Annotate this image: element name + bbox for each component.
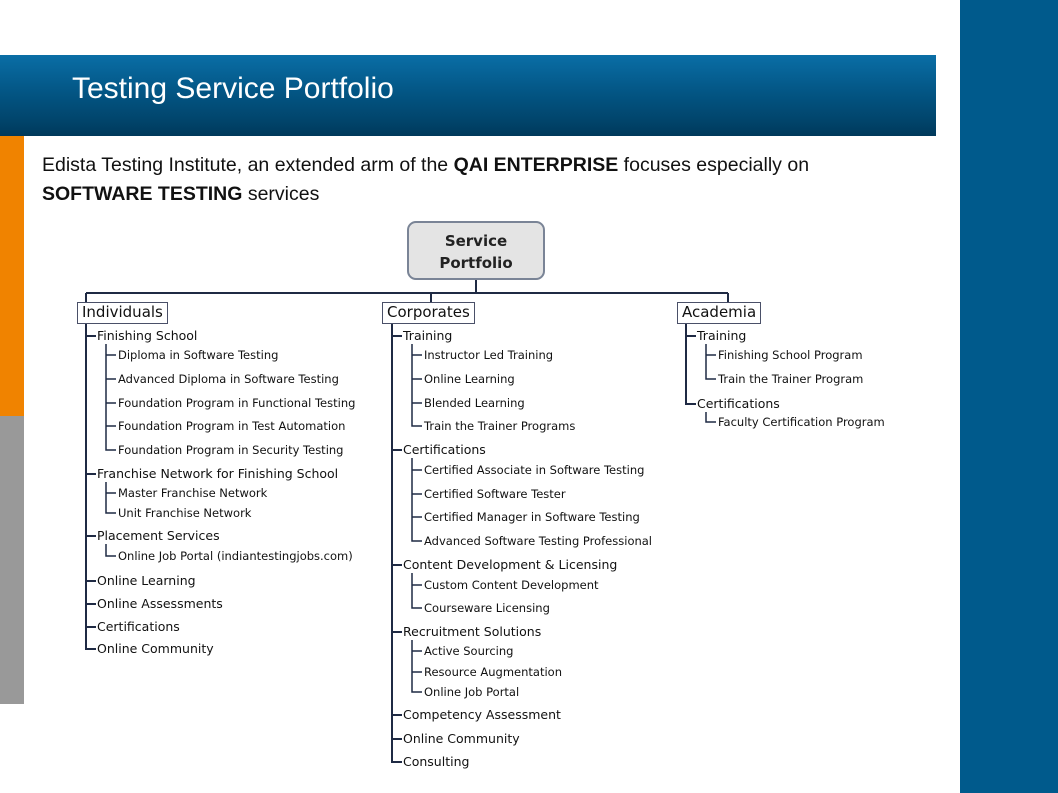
corporate-training-item: Train the Trainer Programs xyxy=(424,419,576,433)
individuals-certifications: Certifications xyxy=(97,619,180,634)
franchise-item: Master Franchise Network xyxy=(118,486,268,500)
content-item: Courseware Licensing xyxy=(424,601,550,615)
academia-training-item: Train the Trainer Program xyxy=(718,372,864,386)
individuals-online-assessments: Online Assessments xyxy=(97,596,223,611)
recruitment-item: Resource Augmentation xyxy=(424,665,562,679)
root-label-line1: Service xyxy=(444,232,508,250)
corporates-node: Corporates xyxy=(382,302,475,324)
service-portfolio-root-node xyxy=(407,221,545,280)
software-testing-emphasis: SOFTWARE TESTING xyxy=(42,183,243,205)
corporate-training-item: Online Learning xyxy=(424,372,515,386)
academia-training-item: Finishing School Program xyxy=(718,348,863,362)
individuals-franchise-network: Franchise Network for Finishing School xyxy=(97,466,339,481)
individuals-node: Individuals xyxy=(77,302,168,324)
individuals-online-community: Online Community xyxy=(97,641,214,656)
individuals-finishing-school: Finishing School xyxy=(97,328,198,343)
recruitment-item: Online Job Portal xyxy=(424,685,520,699)
corporates-training: Training xyxy=(403,328,453,343)
franchise-item: Unit Franchise Network xyxy=(118,506,252,520)
corporate-certification-item: Certified Manager in Software Testing xyxy=(424,510,640,524)
individuals-placement-services: Placement Services xyxy=(97,528,220,543)
corporate-certification-item: Advanced Software Testing Professional xyxy=(424,534,653,548)
academia-node: Academia xyxy=(677,302,761,324)
corporate-training-item: Blended Learning xyxy=(424,396,525,410)
qai-enterprise-emphasis: QAI ENTERPRISE xyxy=(453,154,619,176)
root-label-line2: Portfolio xyxy=(439,254,513,272)
finishing-school-item: Foundation Program in Test Automation xyxy=(118,419,346,433)
intro-text-part: Edista Testing Institute, an extended arm of the xyxy=(42,154,454,176)
corporates-consulting: Consulting xyxy=(403,754,470,769)
placement-item: Online Job Portal (indiantestingjobs.com) xyxy=(118,549,353,563)
slide-title: Testing Service Portfolio xyxy=(72,72,394,105)
recruitment-item: Active Sourcing xyxy=(424,644,514,658)
academia-certification-item: Faculty Certification Program xyxy=(718,415,885,429)
intro-text-part: focuses especially on xyxy=(618,154,810,176)
intro-text-part: services xyxy=(242,183,320,205)
academia-certifications: Certifications xyxy=(697,396,780,411)
corporates-competency-assessment: Competency Assessment xyxy=(403,707,561,722)
finishing-school-item: Foundation Program in Functional Testing xyxy=(118,396,356,410)
finishing-school-item: Advanced Diploma in Software Testing xyxy=(118,372,339,386)
corporates-recruitment-solutions: Recruitment Solutions xyxy=(403,624,542,639)
finishing-school-item: Diploma in Software Testing xyxy=(118,348,279,362)
corporates-online-community: Online Community xyxy=(403,731,520,746)
finishing-school-item: Foundation Program in Security Testing xyxy=(118,443,344,457)
corporate-certification-item: Certified Software Tester xyxy=(424,487,566,501)
corporates-certifications: Certifications xyxy=(403,442,486,457)
individuals-online-learning: Online Learning xyxy=(97,573,196,588)
content-item: Custom Content Development xyxy=(424,578,599,592)
corporate-certification-item: Certified Associate in Software Testing xyxy=(424,463,645,477)
corporates-content-development: Content Development & Licensing xyxy=(403,557,618,572)
corporate-training-item: Instructor Led Training xyxy=(424,348,554,362)
academia-training: Training xyxy=(697,328,747,343)
